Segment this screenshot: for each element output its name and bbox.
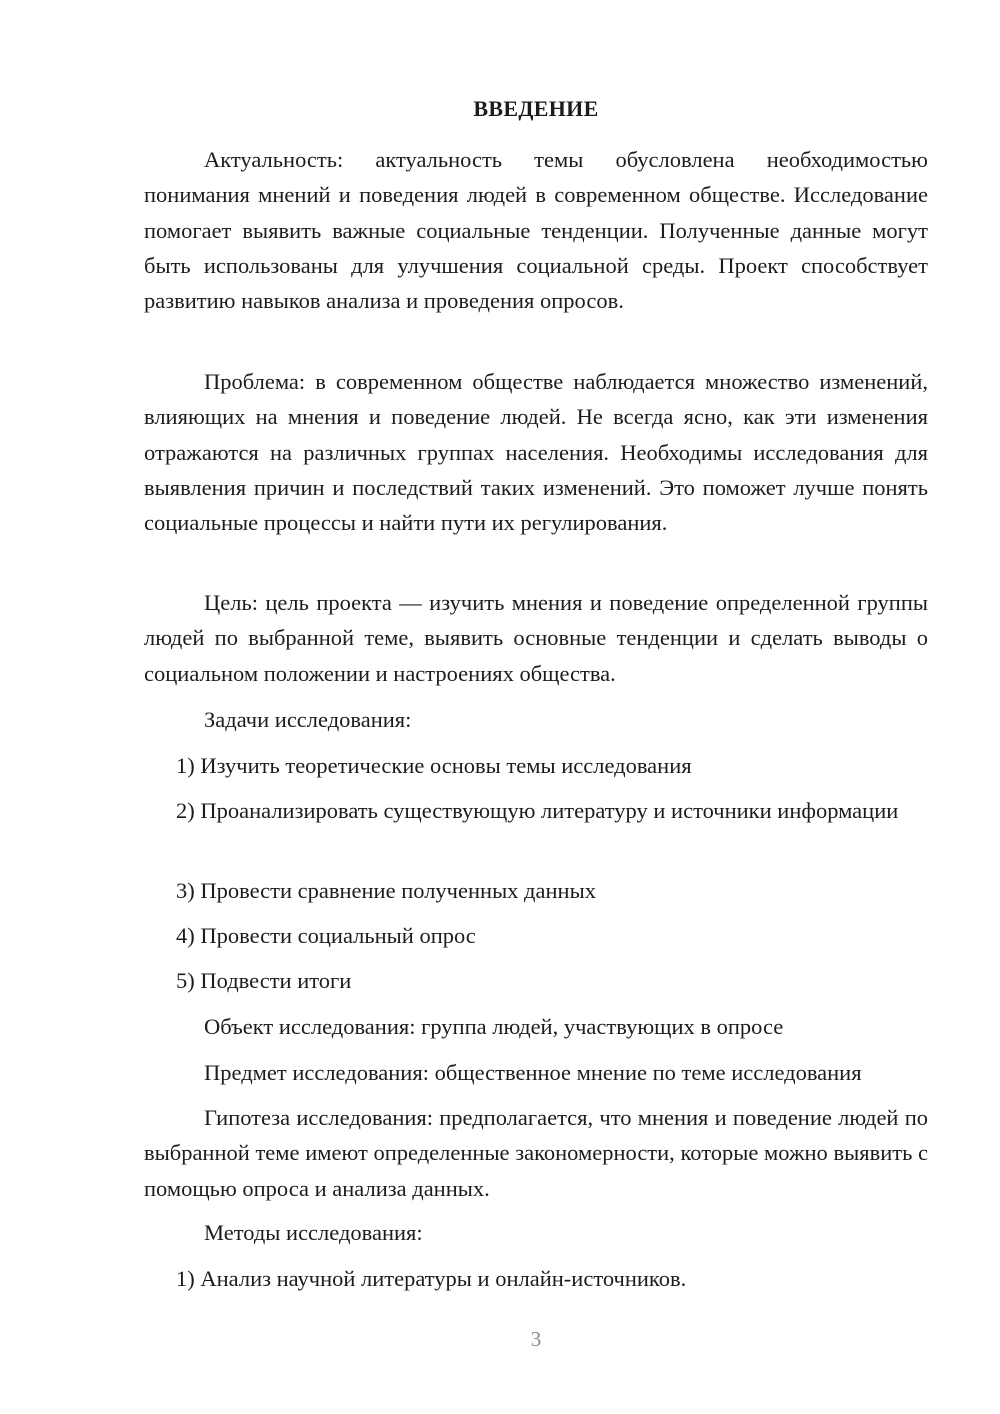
section-title: ВВЕДЕНИЕ bbox=[473, 96, 599, 121]
relevance-paragraph: Актуальность: актуальность темы обусловлена необходимостью понимания мнений и поведения людей в современном обществе. Исследование помогает выявить важные социальные тенденции. Полученные данные могут быть использованы для улучшения социальной среды. Проект способствует развитию навыков анализа и проведения опросов. bbox=[144, 147, 928, 314]
task-item-5: 5) Подвести итоги bbox=[176, 968, 352, 993]
task-item-3: 3) Провести сравнение полученных данных bbox=[176, 878, 596, 903]
tasks-heading: Задачи исследования: bbox=[204, 707, 412, 732]
methods-heading: Методы исследования: bbox=[204, 1220, 423, 1245]
goal-paragraph: Цель: цель проекта — изучить мнения и поведение определенной группы людей по выбранной теме, выявить основные тенденции и сделать выводы о социальном положении и настроениях общества. bbox=[144, 590, 928, 686]
task-item-2: 2) Проанализировать существующую литературу и источники информации bbox=[176, 798, 899, 823]
page-number: 3 bbox=[530, 1327, 542, 1351]
object-paragraph: Объект исследования: группа людей, участвующих в опросе bbox=[204, 1014, 784, 1039]
hypothesis-paragraph: Гипотеза исследования: предполагается, что мнения и поведение людей по выбранной теме имеют определенные закономерности, которые можно выявить с помощью опроса и анализа данных. bbox=[144, 1105, 928, 1201]
method-item-1: 1) Анализ научной литературы и онлайн-источников. bbox=[176, 1266, 687, 1291]
problem-paragraph: Проблема: в современном обществе наблюдается множество изменений, влияющих на мнения и поведение людей. Не всегда ясно, как эти изменения отражаются на различных группах населения. Необходимы исследования для выявления причин и последствий таких изменений. Это поможет лучше понять социальные процессы и найти пути их регулирования. bbox=[144, 369, 928, 536]
task-item-4: 4) Провести социальный опрос bbox=[176, 923, 476, 948]
subject-paragraph: Предмет исследования: общественное мнение по теме исследования bbox=[204, 1060, 862, 1085]
task-item-1: 1) Изучить теоретические основы темы исследования bbox=[176, 753, 692, 778]
